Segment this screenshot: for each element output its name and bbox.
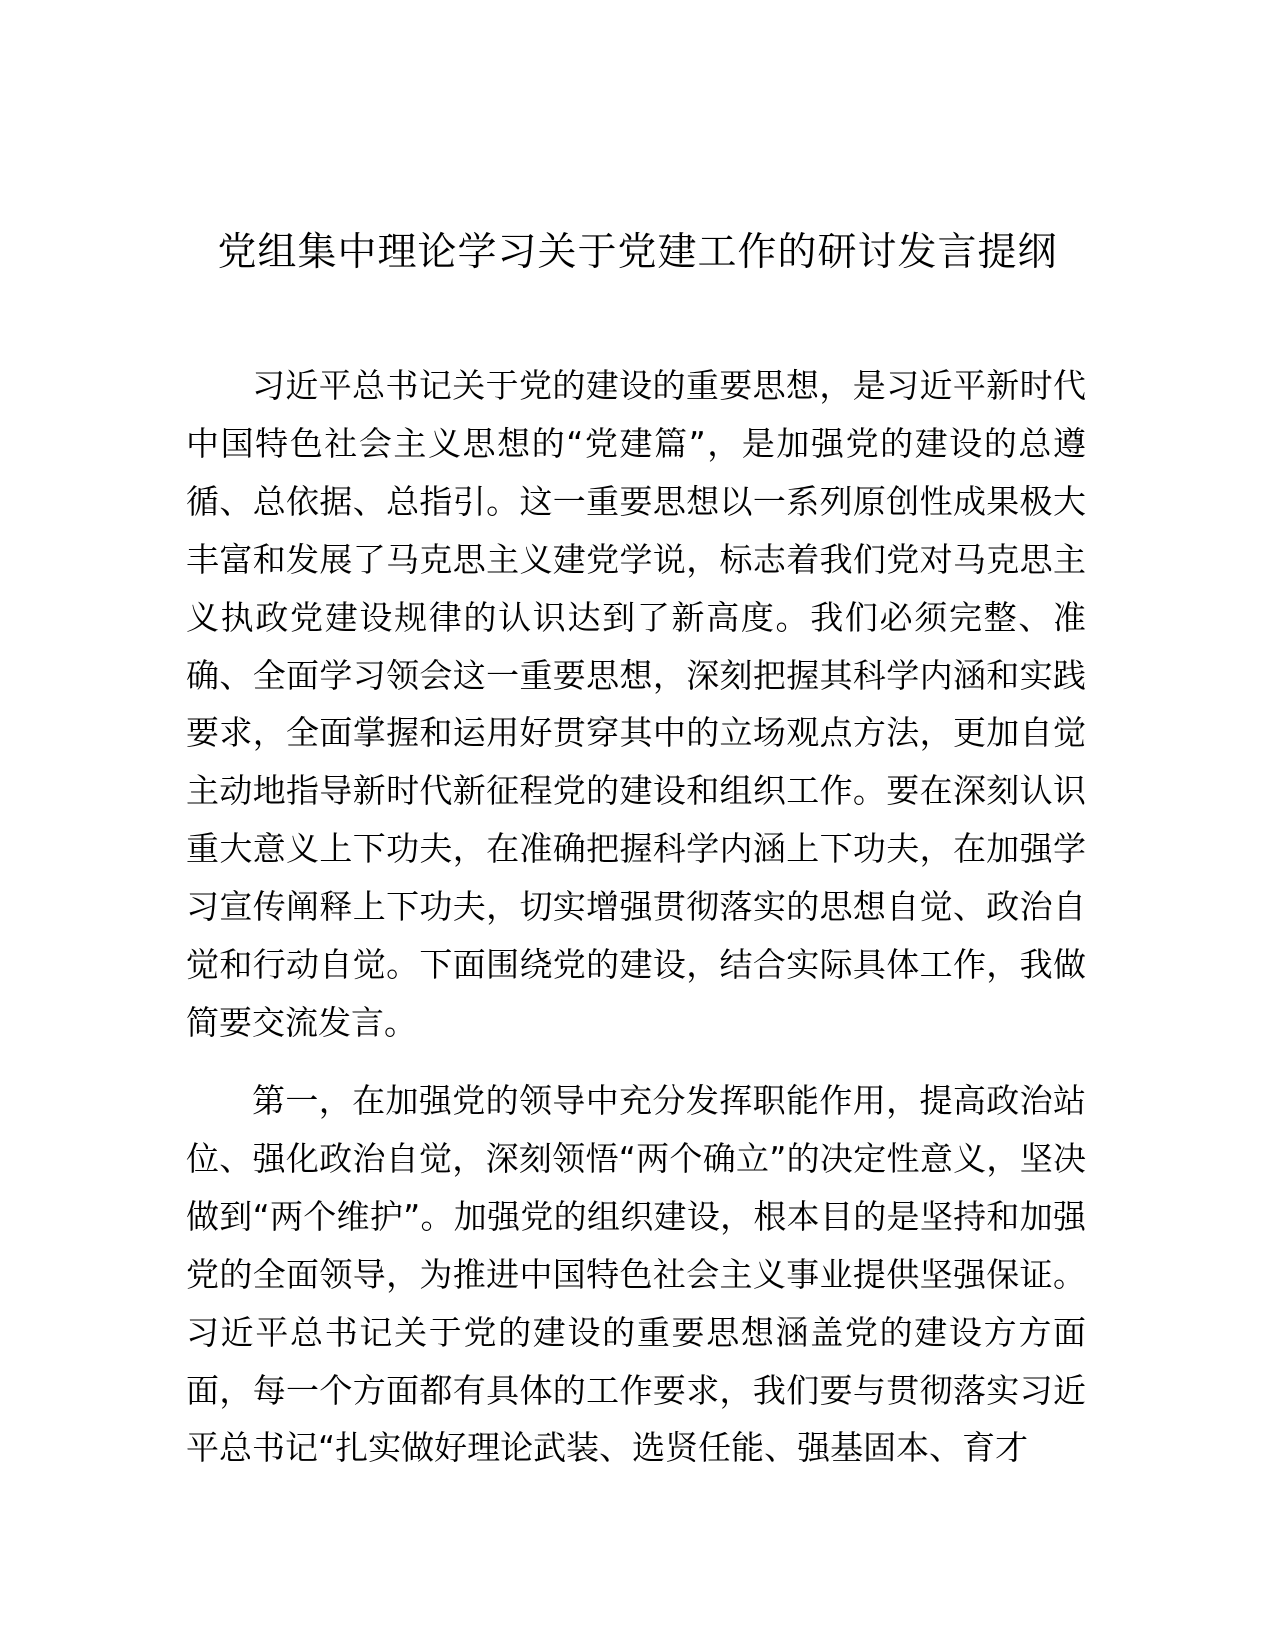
paragraph-intro: 习近平总书记关于党的建设的重要思想，是习近平新时代中国特色社会主义思想的“党建篇”，是加强党的建设的总遵循、总依据、总指引。这一重要思想以一系列原创性成果极大丰富和发展了马克思主义建党学说，标志着我们党对马克思主义执政党建设规律的认识达到了新高度。我们必须完整、准确、全面学习领会这一重要思想，深刻把握其科学内涵和实践要求，全面掌握和运用好贯穿其中的立场观点方法，更加自觉主动地指导新时代新征程党的建设和组织工作。要在深刻认识重大意义上下功夫，在准确把握科学内涵上下功夫，在加强学习宣传阐释上下功夫，切实增强贯彻落实的思想自觉、政治自觉和行动自觉。下面围绕党的建设，结合实际具体工作，我做简要交流发言。: [186, 366, 1086, 1042]
document-title: 党组集中理论学习关于党建工作的研讨发言提纲: [217, 230, 1058, 275]
paragraph-first-point: 第一，在加强党的领导中充分发挥职能作用，提高政治站位、强化政治自觉，深刻领悟“两个确立”的决定性意义，坚决做到“两个维护”。加强党的组织建设，根本目的是坚持和加强党的全面领导，为推进中国特色社会主义事业提供坚强保证。习近平总书记关于党的建设的重要思想涵盖党的建设方方面面，每一个方面都有具体的工作要求，我们要与贯彻落实习近平总书记“扎实做好理论武装、选贤任能、强基固本、育才: [186, 1081, 1086, 1468]
